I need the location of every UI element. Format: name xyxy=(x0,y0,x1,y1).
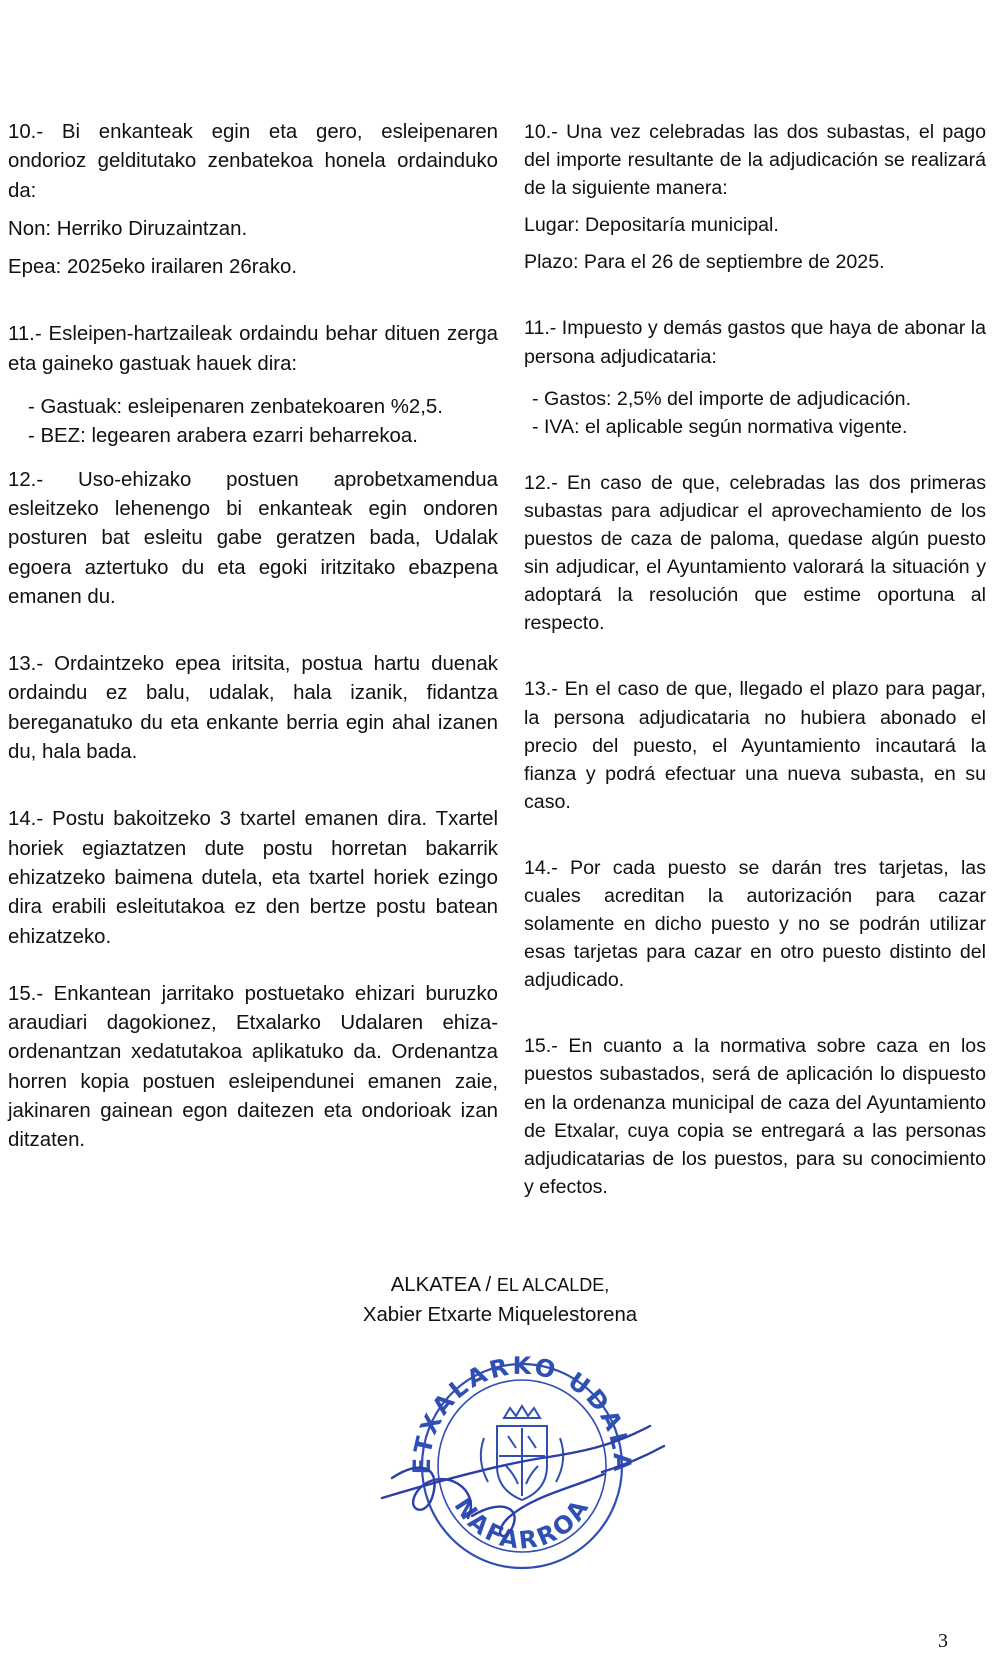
signatory-name: Xabier Etxarte Miquelestorena xyxy=(362,1304,638,1326)
es-section-11-list xyxy=(524,385,986,441)
signature-title-eu: ALKATEA / xyxy=(390,1274,492,1296)
es-section-13: 13.- En el caso de que, llegado el plazo para pagar, la persona adjudicataria no hubiera abonado el precio del puesto, el Ayuntamiento incautará la fianza y podrá efectuar una nueva subasta, en su caso. xyxy=(524,678,986,813)
es-section-12: 12.- En caso de que, celebradas las dos primeras subastas para adjudicar el aprovechamiento de los puestos de caza de paloma, quedase algún puesto sin adjudicar, el Ayuntamiento valorará la situación y adoptará la resolución que estime oportuna al respecto. xyxy=(524,471,986,635)
list-item: - IVA: el aplicable según normativa vigente. xyxy=(532,415,908,438)
spanish-column xyxy=(524,118,986,1201)
signature-title-es: EL ALCALDE, xyxy=(496,1275,610,1295)
eu-section-13: 13.- Ordaintzeko epea iritsita, postua hartu duenak ordaindu ez balu, udalak, hala izanik, fidantza bereganatuko du eta enkante berria egin ahal izanen du, hala bada. xyxy=(8,653,498,764)
list-item: - Gastuak: esleipenaren zenbatekoaren %2,5. xyxy=(28,396,443,419)
list-item: - BEZ: legearen arabera ezarri beharrekoa. xyxy=(28,425,418,448)
es-section-11-intro: 11.- Impuesto y demás gastos que haya de abonar la persona adjudicataria: xyxy=(524,317,986,368)
es-section-10-intro: 10.- Una vez celebradas las dos subastas, el pago del importe resultante de la adjudicación se realizará de la siguiente manera: xyxy=(524,121,986,200)
municipal-seal-stamp xyxy=(372,1348,672,1588)
coat-of-arms-icon xyxy=(481,1406,563,1500)
seal-text-bottom: NAFARROA xyxy=(448,1492,596,1555)
es-section-10-term: Plazo: Para el 26 de septiembre de 2025. xyxy=(524,251,885,274)
eu-section-10-term: Epea: 2025eko irailaren 26rako. xyxy=(8,256,298,279)
eu-section-10-place: Non: Herriko Diruzaintzan. xyxy=(8,217,248,240)
eu-section-15: 15.- Enkantean jarritako postuetako ehizari buruzko araudiari dagokionez, Etxalarko Udalaren ehiza-ordenantzan xedatutakoa aplikatuko da. Ordenantza horren kopia postuen esleipendunei emanen zaie, jakinaren gainean egon daitezen eta ondorioak izan ditzaten. xyxy=(8,982,498,1152)
es-section-15: 15.- En cuanto a la normativa sobre caza en los puestos subastados, será de aplicación lo dispuesto en la ordenanza municipal de caza del Ayuntamiento de Etxalar, cuya copia se entregará a las personas adjudicatarias de los puestos, para su conocimiento y efectos. xyxy=(524,1035,986,1198)
seal-text-top: ETXALARKO UDALA xyxy=(407,1351,637,1475)
signature-title xyxy=(300,1270,700,1300)
list-item: - Gastos: 2,5% del importe de adjudicación. xyxy=(532,387,912,410)
page-number: 3 xyxy=(938,1630,948,1652)
eu-section-14: 14.- Postu bakoitzeko 3 txartel emanen dira. Txartel horiek egiaztatzen dute postu horretan bakarrik ehizatzeko baimena dutela, eta txartel horiek ezingo dira erabili esleitutakoa ez den bertze postu batean ehizatzeko. xyxy=(8,808,498,948)
signature-block xyxy=(300,1270,700,1330)
basque-column xyxy=(8,118,498,1156)
es-section-10-place: Lugar: Depositaría municipal. xyxy=(524,214,779,237)
es-section-14: 14.- Por cada puesto se darán tres tarjetas, las cuales acreditan la autorización para cazar solamente en dicho puesto y no se podrán utilizar esas tarjetas para cazar en otro puesto distinto del adjudicado. xyxy=(524,856,986,992)
eu-section-11-list xyxy=(8,393,498,452)
eu-section-12: 12.- Uso-ehizako postuen aprobetxamendua esleitzeko lehenengo bi enkanteak egin ondoren posturen bat esleitu gabe geratzen bada, Udalak egoera aztertuko du eta egoki iritzitako ebazpena emanen du. xyxy=(8,468,498,608)
eu-section-11-intro: 11.- Esleipen-hartzaileak ordaindu behar dituen zerga eta gaineko gastuak hauek dira: xyxy=(8,323,498,375)
eu-section-10-intro: 10.- Bi enkanteak egin eta gero, esleipenaren ondorioz gelditutako zenbatekoa honela ordainduko da: xyxy=(8,121,498,202)
